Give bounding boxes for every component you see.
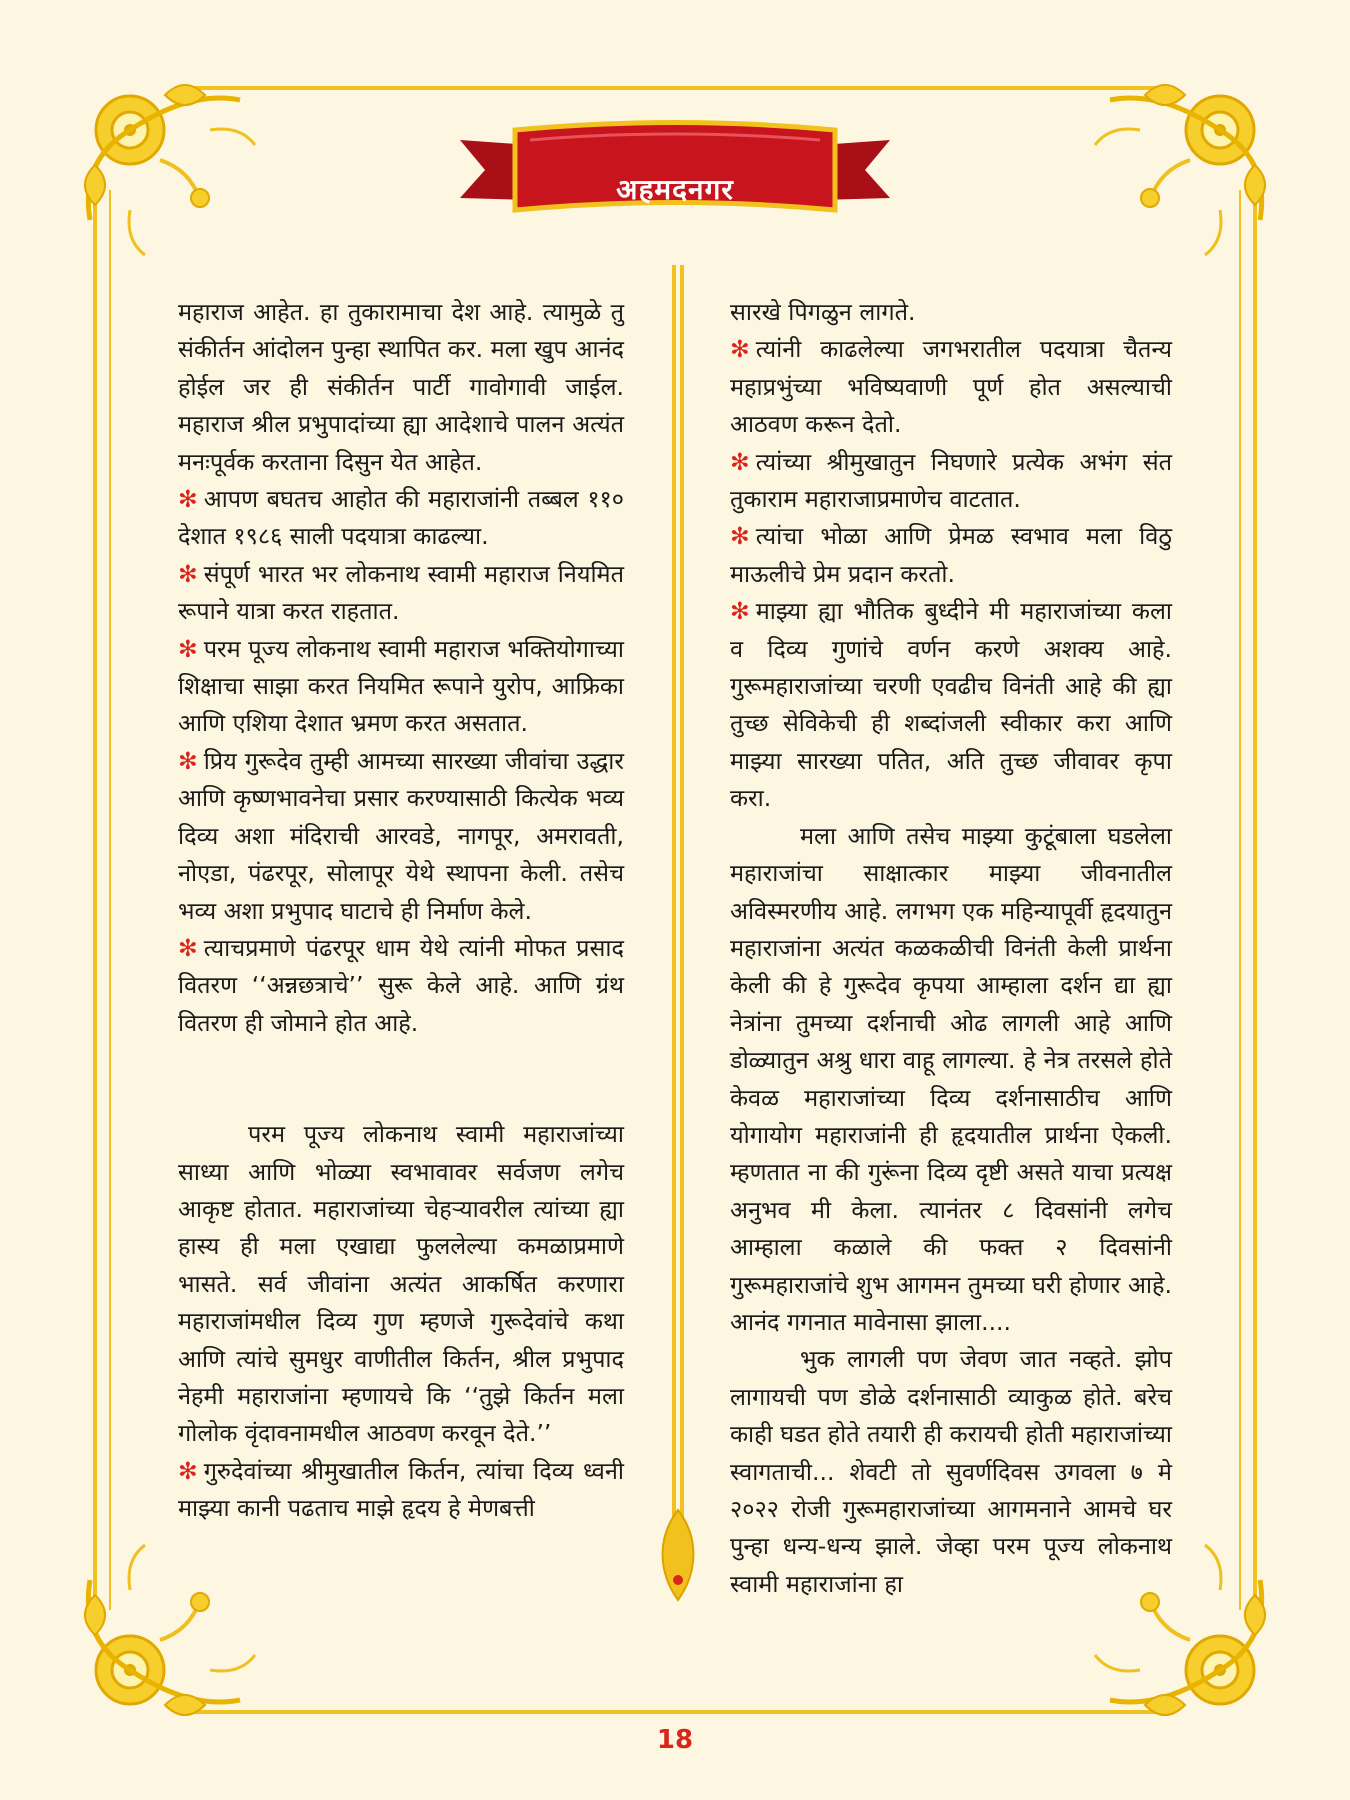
bullet-item: ✻ त्याचप्रमाणे पंढरपूर धाम येथे त्यांनी मोफत प्रसाद वितरण ‘‘अन्नछत्राचे’’ सुरू केले आहे. आणि ग्रंथ वितरण ही जोमाने होत आहे.	[178, 933, 624, 1037]
bullet-item: ✻ त्यांचा भोळा आणि प्रेमळ स्वभाव मला विठु माऊलीचे प्रेम प्रदान करतो.	[730, 522, 1172, 588]
bullet-star-icon: ✻	[178, 634, 198, 663]
bullet-item: ✻ त्यांच्या श्रीमुखातुन निघणारे प्रत्येक अभंग संत तुकाराम महाराजाप्रमाणेच वाटतात.	[730, 447, 1172, 514]
bullet-star-icon: ✻	[730, 597, 750, 626]
bullet-item: ✻ गुरुदेवांच्या श्रीमुखातील किर्तन, त्यांचा दिव्य ध्वनी माझ्या कानी पढताच माझे हृदय हे मेणबत्ती	[178, 1456, 624, 1523]
bullet-star-icon: ✻	[178, 1456, 198, 1485]
bullet-star-icon: ✻	[178, 746, 198, 775]
bullet-star-icon: ✻	[730, 335, 750, 364]
bullet-star-icon: ✻	[730, 447, 750, 476]
page-title: अहमदनगर	[616, 173, 734, 206]
bullet-star-icon: ✻	[730, 522, 750, 551]
bullet-item: ✻ माझ्या ह्या भौतिक बुध्दीने मी महाराजांच्या कला व दिव्य गुणांचे वर्णन करणे अशक्य आहे. गुरूमहाराजांच्या चरणी एवढीच विनंती आहे की ह्या तुच्छ सेविकेची ही शब्दांजली स्वीकार करा आणि माझ्या सारख्या पतित, अति तुच्छ जीवावर कृपा करा.	[730, 597, 1172, 813]
bullet-item: ✻ आपण बघतच आहोत की महाराजांनी तब्बल ११० देशात १९८६ साली पदयात्रा काढल्या.	[178, 485, 624, 551]
left-column	[178, 294, 624, 1528]
right-column	[730, 294, 1172, 1603]
bullet-item: ✻ संपूर्ण भारत भर लोकनाथ स्वामी महाराज नियमित रूपाने यात्रा करत राहतात.	[178, 559, 624, 626]
paragraph-gap	[178, 1042, 624, 1116]
bullet-star-icon: ✻	[178, 559, 198, 588]
paragraph: परम पूज्य लोकनाथ स्वामी महाराजांच्या साध्या आणि भोळ्या स्वभावावर सर्वजण लगेच आकृष्ट होतात. महाराजांच्या चेहऱ्यावरील त्यांच्या ह्या हास्य ही मला एखाद्या फुललेल्या कमळाप्रमाणे भासते. सर्व जीवांना अत्यंत आकर्षित करणारा महाराजांमधील दिव्य गुण म्हणजे गुरूदेवांचे कथा आणि त्यांचे सुमधुर वाणीतील किर्तन, श्रील प्रभुपाद नेहमी महाराजांना म्हणायचे कि ‘‘तुझे किर्तन मला गोलोक वृंदावनामधील आठवण करवून देते.’’	[178, 1120, 624, 1448]
bullet-star-icon: ✻	[178, 485, 198, 514]
bullet-item: ✻ परम पूज्य लोकनाथ स्वामी महाराज भक्तियोगाच्या शिक्षाचा साझा करत नियमित रूपाने युरोप, आफ्रिका आणि एशिया देशात भ्रमण करत असतात.	[178, 634, 624, 738]
bullet-star-icon: ✻	[178, 933, 198, 962]
page-number: 18	[656, 1725, 694, 1755]
bullet-item: ✻ त्यांनी काढलेल्या जगभरातील पदयात्रा चैतन्य महाप्रभुंच्या भविष्यवाणी पूर्ण होत असल्याची आठवण करून देतो.	[730, 335, 1172, 439]
paragraph: मला आणि तसेच माझ्या कुटूंबाला घडलेला महाराजांचा साक्षात्कार माझ्या जीवनातील अविस्मरणीय आहे. लगभग एक महिन्यापूर्वी हृदयातुन महाराजांना अत्यंत कळकळीची विनंती केली प्रार्थना केली की हे गुरूदेव कृपया आम्हाला दर्शन द्या ह्या नेत्रांना तुमच्या दर्शनाची ओढ लागली आहे आणि डोळ्यातुन अश्रु धारा वाहू लागल्या. हे नेत्र तरसले होते केवळ महाराजांच्या दिव्य दर्शनासाठीच आणि योगायोग महाराजांनी ही हृदयातील प्रार्थना ऐकली. म्हणतात ना की गुरूंना दिव्य दृष्टी असते याचा प्रत्यक्ष अनुभव मी केला. त्यानंतर ८ दिवसांनी लगेच आम्हाला कळाले की फक्त २ दिवसांनी गुरूमहाराजांचे शुभ आगमन तुमच्या घरी होणार आहे. आनंद गगनात मावेनासा झाला....	[730, 821, 1172, 1336]
paragraph: महाराज आहेत. हा तुकारामाचा देश आहे. त्यामुळे तु संकीर्तन आंदोलन पुन्हा स्थापित कर. मला खुप आनंद होईल जर ही संकीर्तन पार्टी गावोगावी जाईल. महाराज श्रील प्रभुपादांच्या ह्या आदेशाचे पालन अत्यंत मनःपूर्वक करताना दिसुन येत आहेत.	[178, 298, 624, 476]
paragraph: सारखे पिगळुन लागते.	[730, 298, 916, 326]
bullet-item: ✻ प्रिय गुरूदेव तुम्ही आमच्या सारख्या जीवांचा उद्धार आणि कृष्णभावनेचा प्रसार करण्यासाठी कित्येक भव्य दिव्य अशा मंदिराची आरवडे, नागपूर, अमरावती, नोएडा, पंढरपूर, सोलापूर येथे स्थापना केली. तसेच भव्य अशा प्रभुपाद घाटाचे ही निर्माण केले.	[178, 746, 624, 925]
paragraph: भुक लागली पण जेवण जात नव्हते. झोप लागायची पण डोळे दर्शनासाठी व्याकुळ होते. बरेच काही घडत होते तयारी ही करायची होती महाराजांच्या स्वागताची... शेवटी तो सुवर्णदिवस उगवला ७ मे २०२२ रोजी गुरूमहाराजांच्या आगमनाने आमचे घर पुन्हा धन्य-धन्य झाले. जेव्हा परम पूज्य लोकनाथ स्वामी महाराजांना हा	[730, 1345, 1172, 1598]
